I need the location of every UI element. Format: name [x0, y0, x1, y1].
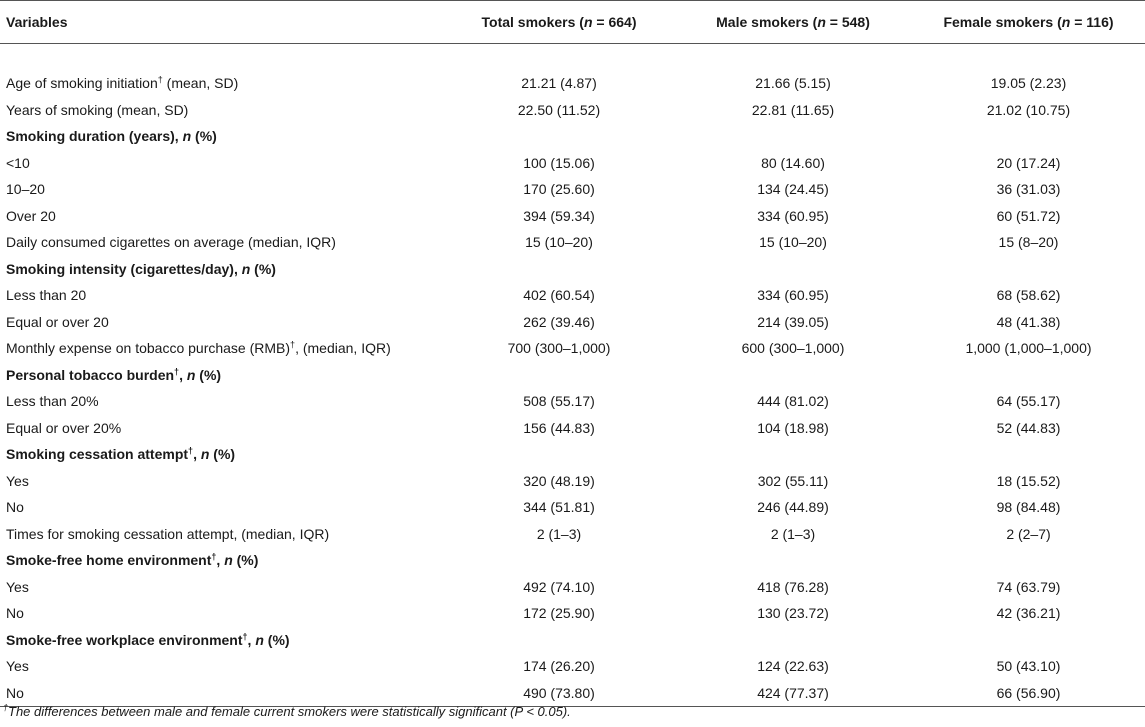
cell-total [444, 547, 674, 574]
cell-female: 50 (43.10) [996, 658, 1061, 675]
table-row [0, 415, 1145, 442]
cell-total: 21.21 (4.87) [521, 75, 597, 92]
cell-female: 66 (56.90) [912, 680, 1145, 707]
table-row [0, 97, 1145, 124]
cell-total: 262 (39.46) [523, 313, 595, 330]
row-label: Monthly expense on tobacco purchase (RMB)†, (median, IQR) [6, 339, 391, 357]
cell-male [674, 256, 912, 283]
cell-total: 170 (25.60) [523, 181, 595, 198]
row-label: Yes [6, 472, 29, 489]
table-row [0, 150, 1145, 177]
cell-total [444, 123, 674, 150]
cell-male [674, 547, 912, 574]
header-row [0, 1, 1145, 44]
row-label: Over 20 [6, 207, 56, 224]
cell-male: 334 (60.95) [757, 207, 829, 224]
table-row [0, 521, 1145, 548]
row-label: Smoking intensity (cigarettes/day), n (%) [6, 260, 276, 277]
cell-female: 98 (84.48) [996, 499, 1061, 516]
table-row [0, 229, 1145, 256]
table-row [0, 574, 1145, 601]
table-row [0, 282, 1145, 309]
row-label: 10–20 [6, 181, 45, 198]
section-row [0, 627, 1145, 654]
cell-total: 100 (15.06) [523, 154, 595, 171]
cell-female: 15 (8–20) [998, 234, 1059, 251]
cell-male [674, 362, 912, 389]
section-row [0, 256, 1145, 283]
row-label: Yes [6, 658, 29, 675]
row-label: Smoke-free home environment†, n (%) [6, 551, 259, 569]
cell-total: 15 (10–20) [525, 234, 593, 251]
cell-female: 68 (58.62) [996, 287, 1061, 304]
cell-male: 444 (81.02) [757, 393, 829, 410]
cell-female [912, 362, 1145, 389]
cell-male: 104 (18.98) [757, 419, 829, 436]
cell-female: 18 (15.52) [996, 472, 1061, 489]
cell-total [444, 627, 674, 654]
table-header [0, 1, 1145, 44]
spacer-cell [0, 44, 1145, 71]
cell-male [674, 627, 912, 654]
table-row [0, 680, 1145, 707]
cell-female: 2 (2–7) [1006, 525, 1051, 542]
cell-female [912, 441, 1145, 468]
row-label: Times for smoking cessation attempt, (median, IQR) [6, 525, 330, 542]
cell-female: 64 (55.17) [996, 393, 1061, 410]
table-row [0, 600, 1145, 627]
cell-total [444, 362, 674, 389]
table-row [0, 70, 1145, 97]
cell-total: 490 (73.80) [444, 680, 674, 707]
cell-male: 80 (14.60) [761, 154, 825, 171]
table-row [0, 468, 1145, 495]
cell-female: 52 (44.83) [996, 419, 1061, 436]
row-label: Age of smoking initiation† (mean, SD) [6, 74, 239, 92]
header-male-smokers: Male smokers (n = 548) [674, 1, 912, 44]
table-row [0, 335, 1145, 362]
cell-female: 20 (17.24) [996, 154, 1061, 171]
cell-female: 36 (31.03) [996, 181, 1061, 198]
cell-total: 394 (59.34) [523, 207, 595, 224]
cell-female [912, 256, 1145, 283]
row-label: Less than 20 [6, 287, 87, 304]
header-variables: Variables [0, 1, 444, 44]
cell-total: 402 (60.54) [523, 287, 595, 304]
table-body [0, 44, 1145, 707]
row-label: Smoking duration (years), n (%) [6, 128, 217, 145]
cell-total [444, 441, 674, 468]
cell-male: 600 (300–1,000) [741, 340, 845, 357]
row-label: Less than 20% [6, 393, 99, 410]
row-label: <10 [6, 154, 30, 171]
cell-total: 2 (1–3) [536, 525, 582, 542]
cell-male: 15 (10–20) [759, 234, 827, 251]
cell-total: 700 (300–1,000) [507, 340, 611, 357]
row-label: Smoke-free workplace environment†, n (%) [6, 631, 290, 648]
row-label: No [6, 499, 24, 516]
section-row [0, 362, 1145, 389]
cell-female: 21.02 (10.75) [986, 101, 1071, 118]
row-label: No [0, 680, 444, 707]
cell-total: 174 (26.20) [523, 658, 595, 675]
cell-male: 214 (39.05) [757, 313, 829, 330]
cell-female: 74 (63.79) [996, 578, 1061, 595]
table-row [0, 176, 1145, 203]
cell-male: 334 (60.95) [757, 287, 829, 304]
cell-female: 19.05 (2.23) [990, 75, 1067, 92]
header-female-smokers: Female smokers (n = 116) [912, 1, 1145, 44]
cell-male [674, 123, 912, 150]
cell-total: 344 (51.81) [523, 499, 595, 516]
table-row [0, 309, 1145, 336]
cell-total: 492 (74.10) [523, 578, 595, 595]
cell-female [912, 123, 1145, 150]
section-row [0, 441, 1145, 468]
row-label: Yes [6, 578, 29, 595]
cell-total: 508 (55.17) [523, 393, 595, 410]
cell-female: 42 (36.21) [996, 605, 1061, 622]
cell-total [444, 256, 674, 283]
header-total-smokers: Total smokers (n = 664) [444, 1, 674, 44]
cell-male: 22.81 (11.65) [751, 101, 835, 118]
cell-female: 1,000 (1,000–1,000) [965, 340, 1092, 357]
cell-male: 418 (76.28) [757, 578, 829, 595]
cell-male: 424 (77.37) [674, 680, 912, 707]
spacer-row [0, 44, 1145, 71]
cell-male: 21.66 (5.15) [755, 75, 831, 92]
cell-male: 124 (22.63) [757, 658, 829, 675]
cell-total: 172 (25.90) [523, 605, 595, 622]
cell-total: 320 (48.19) [523, 472, 595, 489]
table-row [0, 653, 1145, 680]
table-footnote: †The differences between male and female current smokers were statistically significant (P < 0.05). [3, 702, 571, 719]
cell-male: 246 (44.89) [757, 499, 829, 516]
row-label: Personal tobacco burden†, n (%) [6, 366, 222, 383]
cell-female: 60 (51.72) [996, 207, 1061, 224]
cell-female [912, 547, 1145, 574]
row-label: Equal or over 20% [6, 419, 122, 436]
row-label: Smoking cessation attempt†, n (%) [6, 445, 236, 463]
cell-male: 2 (1–3) [770, 525, 816, 542]
row-label: Equal or over 20 [6, 313, 109, 330]
cell-male [674, 441, 912, 468]
cell-male: 134 (24.45) [757, 181, 829, 198]
table-row [0, 203, 1145, 230]
cell-total: 22.50 (11.52) [517, 101, 601, 118]
row-label: Daily consumed cigarettes on average (median, IQR) [6, 234, 336, 251]
cell-female [912, 627, 1145, 654]
cell-male: 130 (23.72) [757, 605, 829, 622]
row-label: No [6, 605, 24, 622]
section-row [0, 547, 1145, 574]
row-label: Years of smoking (mean, SD) [6, 101, 189, 118]
table-row [0, 388, 1145, 415]
table-row [0, 494, 1145, 521]
cell-female: 48 (41.38) [996, 313, 1061, 330]
cell-male: 302 (55.11) [757, 472, 829, 489]
cell-total: 156 (44.83) [523, 419, 595, 436]
section-row [0, 123, 1145, 150]
